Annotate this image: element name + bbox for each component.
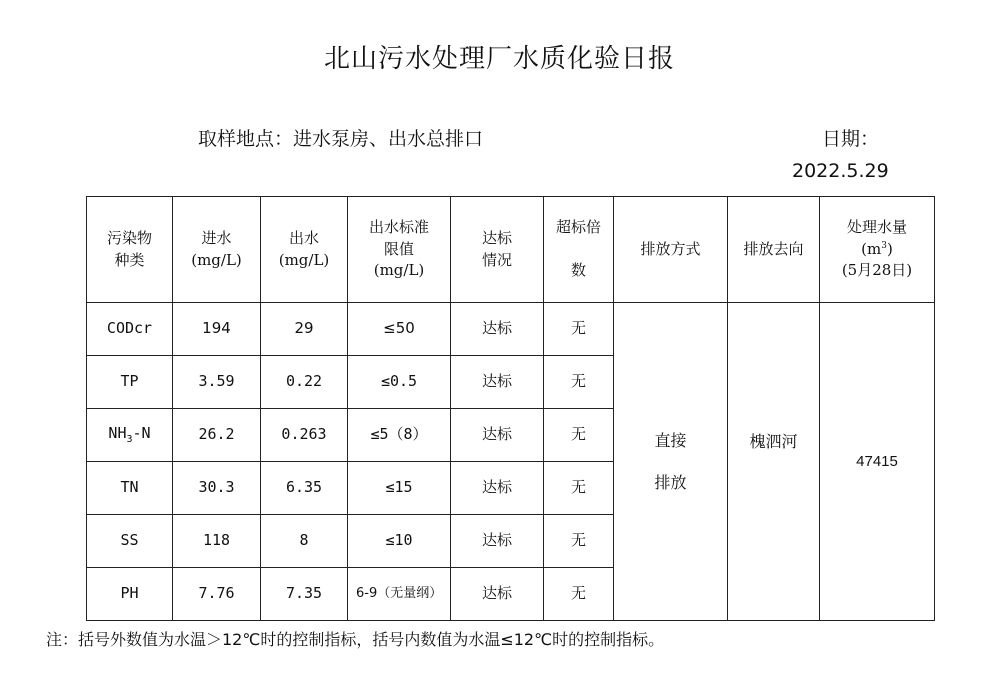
date-value: 2022.5.29 — [792, 160, 889, 182]
discharge-direction-cell: 槐泗河 — [728, 303, 820, 621]
compliance-cell: 达标 — [451, 568, 544, 621]
limit-cell: 6-9（无量纲） — [348, 568, 451, 621]
outflow-cell: 0.22 — [261, 356, 348, 409]
exceed-cell: 无 — [544, 356, 614, 409]
limit-cell: ≤15 — [348, 462, 451, 515]
header-pollutant: 污染物 种类 — [87, 197, 173, 303]
header-compliance: 达标 情况 — [451, 197, 544, 303]
sampling-location: 取样地点：进水泵房、出水总排口 — [198, 128, 484, 150]
discharge-method-cell: 直接 排放 — [614, 303, 728, 621]
footnote: 注：括号外数值为水温＞12℃时的控制指标，括号内数值为水温≤12℃时的控制指标。 — [46, 630, 665, 649]
compliance-cell: 达标 — [451, 462, 544, 515]
pollutant-cell: TP — [87, 356, 173, 409]
inflow-cell: 26.2 — [173, 409, 261, 462]
exceed-cell: 无 — [544, 568, 614, 621]
volume-cell: 47415 — [820, 303, 935, 621]
compliance-cell: 达标 — [451, 303, 544, 356]
exceed-cell: 无 — [544, 462, 614, 515]
exceed-cell: 无 — [544, 409, 614, 462]
limit-cell: ≤0.5 — [348, 356, 451, 409]
table-row — [87, 303, 935, 356]
header-discharge-direction: 排放去向 — [728, 197, 820, 303]
header-row — [87, 197, 935, 303]
inflow-cell: 7.76 — [173, 568, 261, 621]
exceed-cell: 无 — [544, 515, 614, 568]
inflow-cell: 118 — [173, 515, 261, 568]
header-outflow: 出水 (mg/L) — [261, 197, 348, 303]
limit-cell: ≤5（8） — [348, 409, 451, 462]
header-limit: 出水标准 限值 (mg/L) — [348, 197, 451, 303]
header-discharge-method: 排放方式 — [614, 197, 728, 303]
report-title: 北山污水处理厂水质化验日报 — [323, 44, 675, 74]
date-label: 日期： — [822, 128, 880, 150]
inflow-cell: 194 — [173, 303, 261, 356]
outflow-cell: 0.263 — [261, 409, 348, 462]
inflow-cell: 30.3 — [173, 462, 261, 515]
exceed-cell: 无 — [544, 303, 614, 356]
outflow-cell: 29 — [261, 303, 348, 356]
header-inflow: 进水 (mg/L) — [173, 197, 261, 303]
pollutant-cell: SS — [87, 515, 173, 568]
header-volume: 处理水量 $(m^3)$ (5月28日) — [820, 197, 935, 303]
outflow-cell: 7.35 — [261, 568, 348, 621]
outflow-cell: 8 — [261, 515, 348, 568]
pollutant-cell: $NH_3-N$ — [87, 409, 173, 462]
compliance-cell: 达标 — [451, 356, 544, 409]
water-quality-table — [86, 196, 935, 621]
header-exceed: 超标倍 数 — [544, 197, 614, 303]
compliance-cell: 达标 — [451, 409, 544, 462]
compliance-cell: 达标 — [451, 515, 544, 568]
limit-cell: ≤50 — [348, 303, 451, 356]
pollutant-cell: CODcr — [87, 303, 173, 356]
inflow-cell: 3.59 — [173, 356, 261, 409]
pollutant-cell: PH — [87, 568, 173, 621]
outflow-cell: 6.35 — [261, 462, 348, 515]
limit-cell: ≤10 — [348, 515, 451, 568]
pollutant-cell: TN — [87, 462, 173, 515]
